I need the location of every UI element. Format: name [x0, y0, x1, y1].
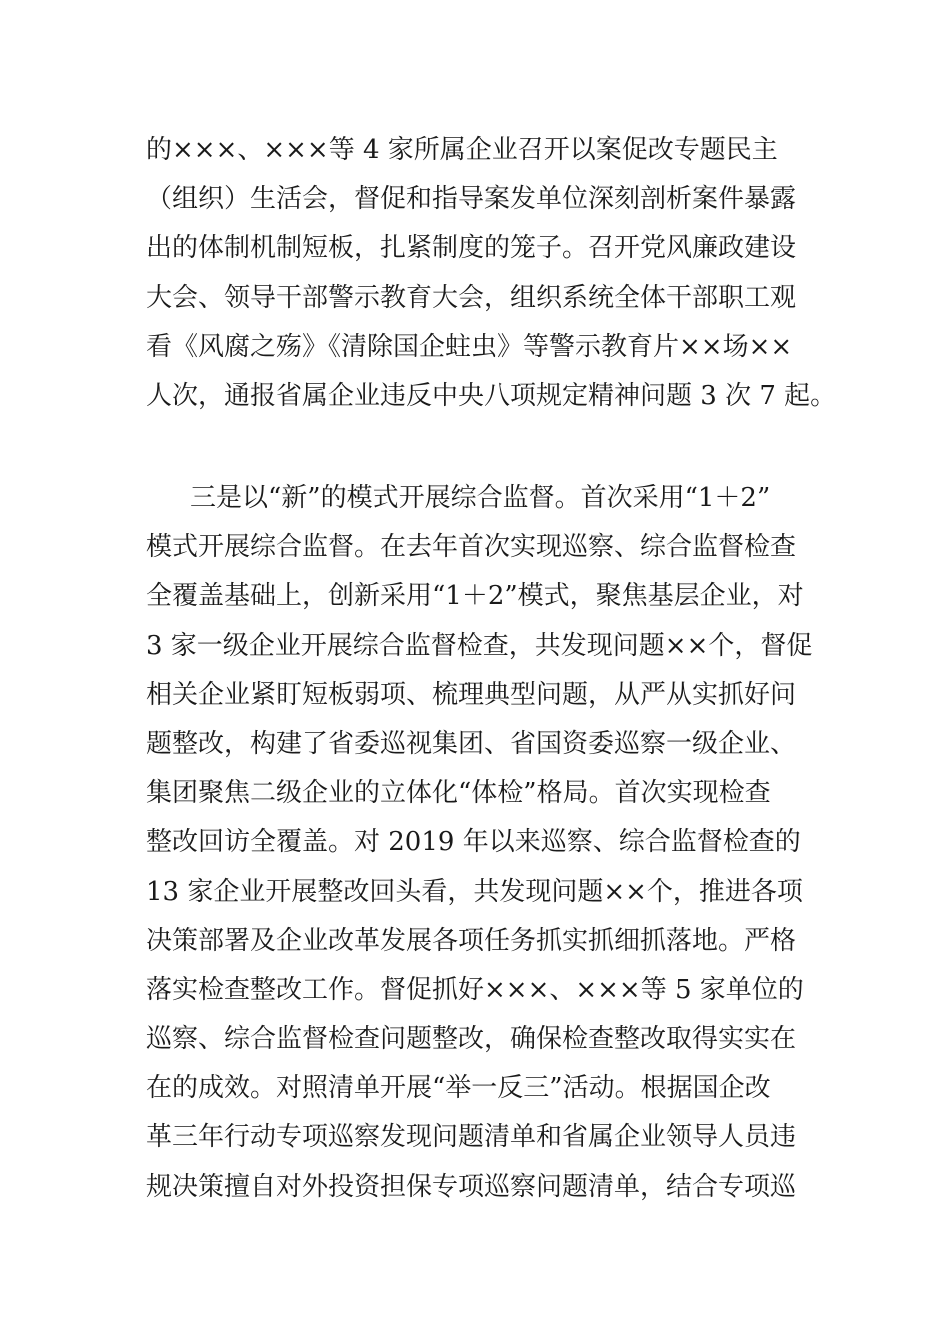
text-line: 人次，通报省属企业违反中央八项规定精神问题 3 次 7 起。 [146, 380, 837, 411]
text-line: 相关企业紧盯短板弱项、梳理典型问题，从严从实抓好问 [146, 679, 797, 710]
text-line: 落实检查整改工作。督促抓好×××、×××等 5 家单位的 [146, 974, 804, 1005]
text-line: 13 家企业开展整改回头看，共发现问题××个，推进各项 [146, 876, 803, 907]
text-line: 决策部署及企业改革发展各项任务抓实抓细抓落地。严格 [146, 925, 797, 956]
text-line: 集团聚焦二级企业的立体化“体检”格局。首次实现检查 [146, 778, 771, 809]
text-line: 模式开展综合监督。在去年首次实现巡察、综合监督检查 [146, 532, 797, 563]
text-line: 的×××、×××等 4 家所属企业召开以案促改专题民主 [146, 135, 778, 165]
text-line: 三是以“新”的模式开展综合监督。首次采用“1＋2” [190, 483, 771, 513]
text-line: （组织）生活会，督促和指导案发单位深刻剖析案件暴露 [146, 184, 797, 215]
text-line: 在的成效。对照清单开展“举一反三”活动。根据国企改 [146, 1073, 771, 1104]
text-line: 规决策擅自对外投资担保专项巡察问题清单，结合专项巡 [146, 1171, 797, 1202]
text-line: 全覆盖基础上，创新采用“1＋2”模式，聚焦基层企业，对 [146, 581, 804, 612]
text-line: 巡察、综合监督检查问题整改，确保检查整改取得实实在 [146, 1024, 797, 1055]
text-line: 题整改，构建了省委巡视集团、省国资委巡察一级企业、 [146, 728, 797, 759]
text-line: 看《风腐之殇》《清除国企蛀虫》等警示教育片××场×× [146, 331, 793, 362]
text-line: 3 家一级企业开展综合监督检查，共发现问题××个，督促 [146, 630, 813, 661]
text-line: 革三年行动专项巡察发现问题清单和省属企业领导人员违 [146, 1122, 797, 1153]
paragraph-1 [146, 126, 837, 421]
text-line: 出的体制机制短板，扎紧制度的笼子。召开党风廉政建设 [146, 233, 797, 264]
paragraph-2 [146, 474, 826, 1212]
text-line: 大会、领导干部警示教育大会，组织系统全体干部职工观 [146, 282, 797, 313]
text-line: 整改回访全覆盖。对 2019 年以来巡察、综合监督检查的 [146, 827, 801, 858]
